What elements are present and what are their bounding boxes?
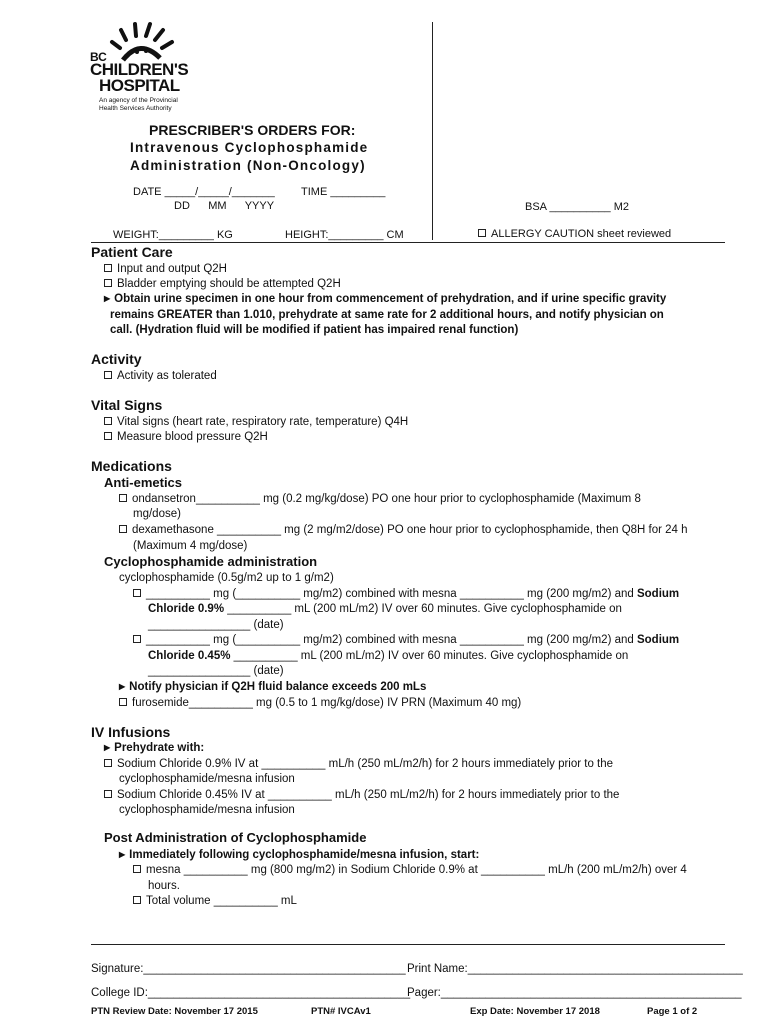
allergy-checkbox-row[interactable]: [478, 228, 671, 240]
allergy-checkbox[interactable]: [478, 229, 486, 237]
cyclo-option-2-line-3[interactable]: ________________ (date): [148, 665, 284, 677]
pc-note-3: call. (Hydration fluid will be modified if patient has impaired renal function): [110, 324, 519, 336]
date-field[interactable]: DATE _____/_____/_______: [133, 186, 275, 198]
college-id-field[interactable]: College ID:_________________________________________: [91, 987, 411, 999]
checkbox[interactable]: [104, 417, 112, 425]
allergy-label: ALLERGY CAUTION sheet reviewed: [491, 228, 672, 240]
checkbox[interactable]: [133, 635, 141, 643]
nacl-045-item[interactable]: Sodium Chloride 0.45% IV at __________ mL/h (250 mL/m2/h) for 2 hours immediately prior to the: [104, 789, 619, 801]
iv-title: IV Infusions: [91, 724, 171, 740]
checkbox[interactable]: [104, 790, 112, 798]
dexamethasone-item-2: (Maximum 4 mg/dose): [133, 540, 248, 552]
cyclo-dose: cyclophosphamide (0.5g/m2 up to 1 g/m2): [119, 572, 334, 584]
pc-item-bladder[interactable]: Bladder emptying should be attempted Q2H: [104, 278, 341, 290]
checkbox[interactable]: [133, 589, 141, 597]
ondansetron-item[interactable]: ondansetron__________ mg (0.2 mg/kg/dose) PO one hour prior to cyclophosphamide (Maximum 8: [119, 493, 641, 505]
pc-note-1: ▶ Obtain urine specimen in one hour from commencement of prehydration, and if urine specific gravity: [104, 293, 667, 305]
cyclo-option-2[interactable]: __________ mg (__________ mg/m2) combined with mesna __________ mg (200 mg/m2) and Sodium: [133, 634, 679, 646]
dexamethasone-item[interactable]: dexamethasone __________ mg (2 mg/m2/dose) PO one hour prior to cyclophosphamide, then Q8H for 24 h: [119, 524, 688, 536]
notify-note: ▶ Notify physician if Q2H fluid balance exceeds 200 mLs: [119, 681, 427, 693]
pc-item-io[interactable]: Input and output Q2H: [104, 263, 227, 275]
triangle-bullet-icon: ▶: [119, 682, 126, 691]
total-volume-item[interactable]: Total volume __________ mL: [133, 895, 297, 907]
triangle-bullet-icon: ▶: [104, 294, 111, 303]
footer-rule: [91, 944, 725, 945]
mesna-item-2: hours.: [148, 880, 180, 892]
print-name-field[interactable]: Print Name:___________________________________________: [407, 963, 743, 975]
review-date: PTN Review Date: November 17 2015: [91, 1006, 258, 1017]
page-number: Page 1 of 2: [647, 1006, 698, 1017]
antiemetics-title: Anti-emetics: [104, 475, 183, 490]
weight-field[interactable]: WEIGHT:_________ KG: [113, 229, 233, 241]
medications-title: Medications: [91, 458, 172, 474]
checkbox[interactable]: [104, 279, 112, 287]
post-title: Post Administration of Cyclophosphamide: [104, 830, 367, 845]
logo-childrens: CHILDREN'S: [90, 60, 189, 79]
ptn-number: PTN# IVCAv1: [311, 1006, 371, 1017]
logo-agency-1: An agency of the Provincial: [99, 97, 178, 104]
immediately-label: ▶ Immediately following cyclophosphamide/mesna infusion, start:: [119, 849, 480, 861]
header-divider: [432, 22, 433, 240]
checkbox[interactable]: [104, 371, 112, 379]
logo-hospital: HOSPITAL: [99, 76, 180, 95]
vs-item-2[interactable]: Measure blood pressure Q2H: [104, 431, 268, 443]
time-field[interactable]: TIME _________: [301, 186, 386, 198]
title-line-1: PRESCRIBER'S ORDERS FOR:: [149, 122, 356, 138]
cyclo-option-1-line-3[interactable]: ________________ (date): [148, 619, 284, 631]
checkbox[interactable]: [119, 698, 127, 706]
hospital-logo: [90, 20, 200, 110]
mesna-item[interactable]: mesna __________ mg (800 mg/m2) in Sodium Chloride 0.9% at __________ mL/h (200 mL/m2/h) over 4: [133, 864, 687, 876]
nacl-045-item-2: cyclophosphamide/mesna infusion: [119, 804, 295, 816]
nacl-09-item-2: cyclophosphamide/mesna infusion: [119, 773, 295, 785]
ondansetron-item-2: mg/dose): [133, 508, 181, 520]
pager-field[interactable]: Pager:_______________________________________________: [407, 987, 742, 999]
prehydrate-label: ▶ Prehydrate with:: [104, 742, 205, 754]
checkbox[interactable]: [104, 432, 112, 440]
checkbox[interactable]: [133, 896, 141, 904]
vital-signs-title: Vital Signs: [91, 397, 163, 413]
exp-date: Exp Date: November 17 2018: [470, 1006, 600, 1017]
cyclo-option-1-line-2: Chloride 0.9% __________ mL (200 mL/m2) IV over 60 minutes. Give cyclophosphamide on: [148, 603, 622, 615]
logo-agency-2: Health Services Authority: [99, 105, 172, 112]
patient-care-title: Patient Care: [91, 244, 173, 260]
pc-note-2: remains GREATER than 1.010, prehydrate at same rate for 2 additional hours, and notify physician on: [110, 309, 664, 321]
activity-item[interactable]: Activity as tolerated: [104, 370, 217, 382]
checkbox[interactable]: [119, 525, 127, 533]
header-rule: [91, 242, 725, 243]
date-format: DD MM YYYY: [174, 200, 275, 212]
nacl-09-item[interactable]: Sodium Chloride 0.9% IV at __________ mL/h (250 mL/m2/h) for 2 hours immediately prior to the: [104, 758, 613, 770]
title-line-3: Administration (Non-Oncology): [130, 158, 366, 173]
cyclo-option-2-line-2: Chloride 0.45% __________ mL (200 mL/m2) IV over 60 minutes. Give cyclophosphamide on: [148, 650, 629, 662]
cyclo-title: Cyclophosphamide administration: [104, 554, 318, 569]
checkbox[interactable]: [104, 264, 112, 272]
activity-title: Activity: [91, 351, 142, 367]
triangle-bullet-icon: ▶: [119, 850, 126, 859]
furosemide-item[interactable]: furosemide__________ mg (0.5 to 1 mg/kg/dose) IV PRN (Maximum 40 mg): [119, 697, 521, 709]
title-line-2: Intravenous Cyclophosphamide: [130, 140, 369, 155]
vs-item-1[interactable]: Vital signs (heart rate, respiratory rate, temperature) Q4H: [104, 416, 408, 428]
triangle-bullet-icon: ▶: [104, 743, 111, 752]
cyclo-option-1[interactable]: __________ mg (__________ mg/m2) combined with mesna __________ mg (200 mg/m2) and Sodium: [133, 588, 679, 600]
checkbox[interactable]: [133, 865, 141, 873]
signature-field[interactable]: Signature:_________________________________________: [91, 963, 406, 975]
bsa-field[interactable]: BSA __________ M2: [525, 201, 629, 213]
checkbox[interactable]: [119, 494, 127, 502]
height-field[interactable]: HEIGHT:_________ CM: [285, 229, 404, 241]
checkbox[interactable]: [104, 759, 112, 767]
logo-bc: BC: [90, 50, 107, 64]
